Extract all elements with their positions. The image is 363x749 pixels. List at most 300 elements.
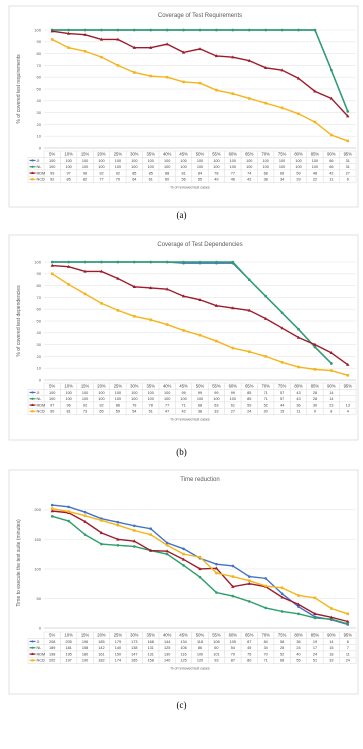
table-value-cell: 87: [230, 658, 235, 663]
table-value-cell: 100: [213, 397, 220, 402]
data-point-ji: [149, 527, 152, 530]
table-value-cell: 43: [296, 390, 301, 395]
table-value-cell: 54: [230, 646, 235, 651]
data-point-ncd: [264, 355, 267, 358]
table-header-cell: 55%: [212, 383, 221, 389]
y-tick-label: 80: [36, 51, 41, 56]
data-point-nl: [232, 29, 235, 32]
y-axis-label: % of covered test requirements: [16, 54, 22, 124]
table-value-cell: 38: [197, 409, 203, 414]
table-value-cell: 13: [345, 403, 350, 408]
data-point-ncd: [215, 89, 218, 92]
data-point-nl: [182, 564, 185, 567]
data-point-ji: [248, 575, 251, 578]
data-point-nl: [67, 261, 70, 264]
table-value-cell: 100: [49, 165, 56, 170]
table-value-cell: 96: [82, 171, 88, 176]
table-value-cell: 59: [247, 403, 252, 408]
table-header-cell: 30%: [130, 151, 139, 157]
table-value-cell: 105: [229, 639, 237, 644]
table-value-cell: 52: [279, 652, 285, 657]
data-point-ncd: [182, 81, 185, 84]
table-value-cell: 31: [345, 165, 350, 170]
table-value-cell: 33: [329, 658, 334, 663]
table-value-cell: 99: [197, 390, 203, 395]
table-value-cell: 85: [247, 390, 252, 395]
data-point-nl: [346, 110, 349, 113]
table-value-cell: 14: [329, 390, 334, 395]
table-value-cell: 100: [98, 158, 105, 163]
table-value-cell: 92: [99, 171, 104, 176]
data-point-ji: [133, 524, 136, 527]
chart-panel-1: [9, 6, 358, 207]
table-value-cell: 97: [50, 403, 55, 408]
data-point-ncd: [199, 82, 202, 85]
data-point-nl: [100, 29, 103, 32]
table-value-cell: 100: [311, 158, 319, 163]
table-value-cell: 34: [279, 177, 285, 182]
table-value-cell: 47: [165, 409, 170, 414]
table-value-cell: 78: [214, 171, 219, 176]
table-value-cell: 86: [197, 646, 203, 651]
table-value-cell: 100: [196, 652, 204, 657]
table-value-cell: 100: [65, 390, 72, 395]
table-value-cell: 165: [131, 658, 138, 663]
table-header-cell: 25%: [113, 632, 123, 638]
data-point-nl: [248, 600, 251, 603]
y-axis-label: Time to execute the test suite (minutes): [16, 519, 22, 607]
table-value-cell: 93: [214, 658, 219, 663]
table-value-cell: 23: [329, 403, 334, 408]
data-point-ncd: [117, 64, 120, 67]
data-point-nl: [133, 545, 136, 548]
data-point-nl: [84, 29, 87, 32]
table-value-cell: 29: [296, 177, 301, 182]
table-value-cell: 130: [163, 652, 171, 657]
table-value-cell: 24: [312, 652, 318, 657]
legend-label-ji: JI: [36, 390, 40, 395]
table-value-cell: 6: [346, 177, 349, 182]
y-tick-label: 80: [36, 283, 41, 288]
legend-marker: [31, 166, 33, 168]
table-value-cell: 131: [147, 646, 154, 651]
data-point-ji: [215, 563, 218, 566]
table-header-cell: 15%: [80, 383, 90, 389]
table-value-cell: 147: [131, 652, 138, 657]
y-tick-label: 40: [36, 98, 41, 104]
y-tick-label: 30: [36, 110, 41, 115]
table-value-cell: 80: [247, 658, 252, 663]
data-point-ji: [264, 577, 267, 580]
table-value-cell: 82: [82, 177, 88, 182]
table-value-cell: 73: [82, 409, 88, 414]
data-point-nl: [67, 29, 70, 32]
panel-caption: (b): [176, 447, 187, 457]
x-axis-label: % of removed test cases: [170, 666, 210, 671]
table-header-cell: 95%: [343, 383, 352, 389]
table-value-cell: 100: [81, 158, 89, 163]
chart-panel-3: [9, 470, 358, 694]
table-header-cell: 20%: [97, 632, 106, 638]
table-value-cell: 100: [114, 397, 122, 402]
data-point-nl: [264, 29, 267, 32]
data-point-ncd: [346, 374, 349, 377]
y-tick-label: 60: [36, 306, 41, 312]
data-point-ncd: [297, 112, 300, 115]
data-point-nl: [232, 595, 235, 598]
y-tick-label: 0: [38, 377, 41, 383]
data-point-nl: [166, 553, 169, 556]
table-value-cell: 116: [180, 652, 187, 657]
table-value-cell: 140: [114, 646, 122, 651]
table-value-cell: 100: [65, 165, 72, 170]
legend-label-ncd: NCD: [36, 658, 45, 663]
table-value-cell: 15: [329, 646, 334, 651]
table-value-cell: 99: [50, 171, 55, 176]
table-header-cell: 10%: [64, 151, 73, 157]
data-point-ncd: [182, 329, 185, 332]
table-value-cell: 100: [180, 158, 187, 163]
table-value-cell: 100: [163, 165, 171, 170]
table-value-cell: 100: [81, 397, 89, 402]
data-point-ncd: [100, 519, 103, 522]
table-value-cell: 100: [81, 165, 89, 170]
data-point-ncd: [314, 121, 317, 124]
data-point-nl: [314, 617, 317, 620]
table-value-cell: 43: [296, 397, 301, 402]
table-value-cell: 181: [65, 646, 72, 651]
table-value-cell: 17: [312, 646, 318, 651]
data-point-ncd: [281, 587, 284, 590]
table-value-cell: 100: [65, 158, 72, 163]
legend-label-ji: JI: [36, 158, 40, 163]
table-value-cell: 100: [246, 165, 253, 170]
table-value-cell: 100: [229, 165, 237, 170]
table-value-cell: 92: [115, 171, 121, 176]
table-value-cell: 99: [230, 390, 235, 395]
table-value-cell: 57: [279, 390, 285, 395]
table-value-cell: 66: [329, 158, 334, 163]
legend-label-nl: NL: [36, 646, 42, 651]
data-point-ncd: [166, 323, 169, 326]
table-value-cell: 66: [329, 165, 334, 170]
data-point-ncd: [67, 46, 70, 49]
table-value-cell: 68: [279, 658, 285, 663]
legend-marker: [31, 647, 33, 649]
data-point-ji: [67, 506, 70, 509]
y-tick-label: 100: [34, 259, 41, 265]
data-point-nl: [248, 278, 251, 281]
table-value-cell: 87: [247, 639, 252, 644]
data-point-ncd: [346, 140, 349, 143]
table-header-cell: 80%: [294, 151, 303, 157]
table-header-cell: 5%: [49, 632, 56, 638]
legend-label-rdm: RDM: [36, 171, 46, 176]
table-header-cell: 65%: [245, 151, 254, 157]
y-tick-label: 50: [36, 595, 41, 601]
data-point-ji: [232, 565, 235, 568]
y-tick-label: 30: [36, 342, 41, 347]
table-value-cell: 42: [247, 177, 252, 182]
table-value-cell: 49: [214, 177, 219, 182]
table-value-cell: 24: [247, 409, 252, 414]
table-header-cell: 10%: [64, 383, 73, 389]
table-value-cell: 8: [330, 409, 333, 414]
table-value-cell: 174: [114, 658, 122, 663]
legend-marker: [31, 178, 33, 180]
table-header-cell: 65%: [245, 632, 254, 638]
data-point-nl: [166, 29, 169, 32]
table-value-cell: 85: [247, 397, 252, 402]
table-value-cell: 100: [114, 390, 122, 395]
data-point-nl: [330, 69, 333, 72]
data-point-nl: [133, 29, 136, 32]
data-point-nl: [84, 261, 87, 264]
table-value-cell: 24: [345, 658, 350, 663]
data-point-nl: [133, 261, 136, 264]
table-value-cell: 99: [181, 390, 186, 395]
data-point-ji: [84, 511, 87, 514]
table-value-cell: 96: [66, 403, 71, 408]
legend-marker: [31, 410, 33, 412]
table-value-cell: 68: [263, 171, 268, 176]
table-header-cell: 15%: [80, 632, 90, 638]
table-header-cell: 60%: [228, 151, 238, 157]
data-point-nl: [100, 543, 103, 546]
y-tick-label: 100: [34, 27, 41, 33]
table-value-cell: 71: [263, 658, 268, 663]
table-value-cell: 55: [197, 177, 203, 182]
data-point-ncd: [182, 553, 185, 556]
table-value-cell: 90: [50, 409, 55, 414]
table-value-cell: 28: [312, 390, 318, 395]
table-value-cell: 14: [329, 397, 334, 402]
table-value-cell: 57: [279, 397, 285, 402]
data-point-nl: [117, 29, 120, 32]
table-value-cell: 180: [81, 652, 89, 657]
y-tick-label: 20: [36, 353, 41, 359]
table-header-cell: 85%: [310, 383, 320, 389]
data-point-nl: [297, 29, 300, 32]
data-point-ncd: [166, 76, 169, 79]
table-value-cell: 100: [213, 158, 220, 163]
table-value-cell: 58: [279, 639, 285, 644]
table-header-cell: 20%: [97, 151, 106, 157]
panel-caption: (a): [176, 210, 187, 220]
y-tick-label: 90: [36, 271, 41, 277]
table-header-cell: 25%: [113, 383, 123, 389]
table-header-cell: 85%: [310, 632, 320, 638]
table-header-cell: 40%: [162, 151, 172, 157]
data-point-nl: [182, 29, 185, 32]
table-header-cell: 40%: [162, 632, 172, 638]
table-header-cell: 60%: [228, 632, 238, 638]
table-value-cell: 100: [295, 158, 302, 163]
y-tick-label: 0: [38, 625, 41, 631]
table-value-cell: 100: [196, 165, 204, 170]
data-point-ncd: [232, 347, 235, 350]
data-point-nl: [232, 261, 235, 264]
table-value-cell: 6: [346, 639, 349, 644]
chart-title: Coverage of Test Dependencies: [157, 242, 243, 248]
data-point-ji: [166, 542, 169, 545]
table-header-cell: 45%: [179, 632, 188, 638]
table-value-cell: 125: [180, 658, 187, 663]
data-point-ncd: [314, 597, 317, 600]
table-header-cell: 15%: [80, 151, 90, 157]
table-value-cell: 100: [147, 165, 154, 170]
data-point-nl: [51, 261, 54, 264]
legend-marker: [31, 391, 33, 393]
chart-panel-2: [9, 235, 358, 440]
legend-marker: [31, 159, 33, 161]
table-value-cell: 18: [329, 652, 334, 657]
legend-marker: [31, 659, 33, 661]
legend-marker: [31, 398, 33, 400]
y-tick-label: 150: [34, 536, 41, 542]
legend-label-rdm: RDM: [36, 403, 46, 408]
table-value-cell: 19: [312, 639, 318, 644]
data-point-nl: [264, 295, 267, 298]
data-point-ncd: [117, 524, 120, 527]
y-tick-label: 10: [36, 133, 41, 139]
table-value-cell: 100: [131, 165, 138, 170]
table-value-cell: 195: [65, 652, 72, 657]
y-tick-label: 200: [34, 507, 41, 513]
data-point-nl: [149, 261, 152, 264]
table-value-cell: 100: [262, 165, 269, 170]
data-point-nl: [199, 576, 202, 579]
table-value-cell: 142: [98, 646, 105, 651]
table-value-cell: 81: [181, 171, 186, 176]
table-value-cell: 31: [345, 158, 350, 163]
table-value-cell: 65: [99, 409, 104, 414]
table-value-cell: 179: [114, 639, 122, 644]
table-value-cell: 100: [98, 397, 105, 402]
table-value-cell: 100: [196, 158, 204, 163]
table-value-cell: 20: [263, 409, 268, 414]
table-value-cell: 44: [279, 403, 285, 408]
legend-label-nl: NL: [36, 397, 42, 402]
panel-caption: (c): [176, 700, 187, 710]
table-value-cell: 27: [345, 171, 350, 176]
table-value-cell: 85: [148, 171, 153, 176]
table-value-cell: 100: [147, 397, 154, 402]
table-value-cell: 100: [114, 165, 122, 170]
data-point-nl: [248, 29, 251, 32]
table-value-cell: 70: [263, 652, 268, 657]
table-value-cell: 86: [115, 403, 121, 408]
data-point-ncd: [281, 107, 284, 110]
table-value-cell: 161: [98, 652, 105, 657]
chart-title: Coverage of Test Requirements: [157, 13, 243, 19]
table-value-cell: 150: [114, 652, 122, 657]
table-value-cell: 100: [278, 158, 286, 163]
data-point-nl: [297, 328, 300, 331]
data-point-ncd: [100, 56, 103, 59]
table-value-cell: 55: [296, 658, 301, 663]
table-value-cell: 100: [262, 158, 269, 163]
data-point-ji: [117, 521, 120, 524]
data-point-ji: [51, 504, 54, 507]
table-value-cell: 208: [49, 639, 56, 644]
data-point-ncd: [199, 556, 202, 559]
data-point-ncd: [215, 572, 218, 575]
legend-label-ncd: NCD: [36, 409, 45, 414]
table-value-cell: 46: [230, 177, 235, 182]
data-point-ncd: [248, 350, 251, 353]
table-header-cell: 25%: [113, 151, 123, 157]
data-point-nl: [314, 346, 317, 349]
y-tick-label: 50: [36, 318, 41, 324]
data-point-nl: [330, 362, 333, 365]
table-value-cell: 11: [296, 409, 301, 414]
table-header-cell: 75%: [277, 383, 287, 389]
table-header-cell: 75%: [277, 632, 287, 638]
table-value-cell: 11: [345, 652, 350, 657]
table-value-cell: 24: [296, 646, 301, 651]
table-value-cell: 100: [131, 390, 138, 395]
table-value-cell: 52: [263, 403, 268, 408]
data-point-nl: [346, 623, 349, 626]
legend-label-rdm: RDM: [36, 652, 46, 657]
table-value-cell: 100: [213, 165, 220, 170]
table-value-cell: 15: [279, 409, 285, 414]
table-header-cell: 10%: [64, 632, 73, 638]
table-value-cell: 77: [230, 171, 235, 176]
table-header-cell: 30%: [130, 632, 139, 638]
table-header-cell: 90%: [327, 151, 336, 157]
table-value-cell: 63: [214, 403, 219, 408]
table-header-cell: 35%: [146, 151, 155, 157]
data-point-ncd: [133, 71, 136, 74]
table-value-cell: 74: [247, 171, 252, 176]
table-value-cell: 100: [98, 390, 105, 395]
table-value-cell: 77: [165, 403, 170, 408]
table-header-cell: 70%: [261, 632, 270, 638]
table-header-cell: 70%: [261, 383, 270, 389]
table-header-cell: 40%: [162, 383, 172, 389]
table-value-cell: 134: [180, 639, 187, 644]
table-value-cell: 158: [147, 658, 154, 663]
table-value-cell: 100: [49, 390, 56, 395]
chart-title: Time reduction: [180, 477, 220, 483]
data-point-nl: [149, 29, 152, 32]
table-header-cell: 95%: [343, 632, 352, 638]
data-point-ncd: [199, 334, 202, 337]
data-point-ncd: [297, 594, 300, 597]
table-header-cell: 35%: [146, 632, 155, 638]
table-value-cell: 60: [214, 646, 219, 651]
table-header-cell: 90%: [327, 632, 336, 638]
table-value-cell: 59: [296, 171, 301, 176]
table-value-cell: 30: [312, 403, 318, 408]
table-value-cell: 101: [213, 652, 220, 657]
table-value-cell: 100: [114, 158, 122, 163]
data-point-ncd: [314, 368, 317, 371]
table-value-cell: 40: [296, 652, 301, 657]
data-point-ncd: [67, 283, 70, 286]
table-value-cell: 100: [180, 397, 187, 402]
table-value-cell: 92: [99, 403, 104, 408]
data-point-ncd: [232, 92, 235, 95]
table-value-cell: 71: [263, 397, 268, 402]
table-value-cell: 168: [147, 639, 154, 644]
y-tick-label: 20: [36, 121, 41, 127]
table-value-cell: 100: [81, 390, 89, 395]
table-value-cell: 100: [65, 397, 72, 402]
data-point-nl: [100, 261, 103, 264]
